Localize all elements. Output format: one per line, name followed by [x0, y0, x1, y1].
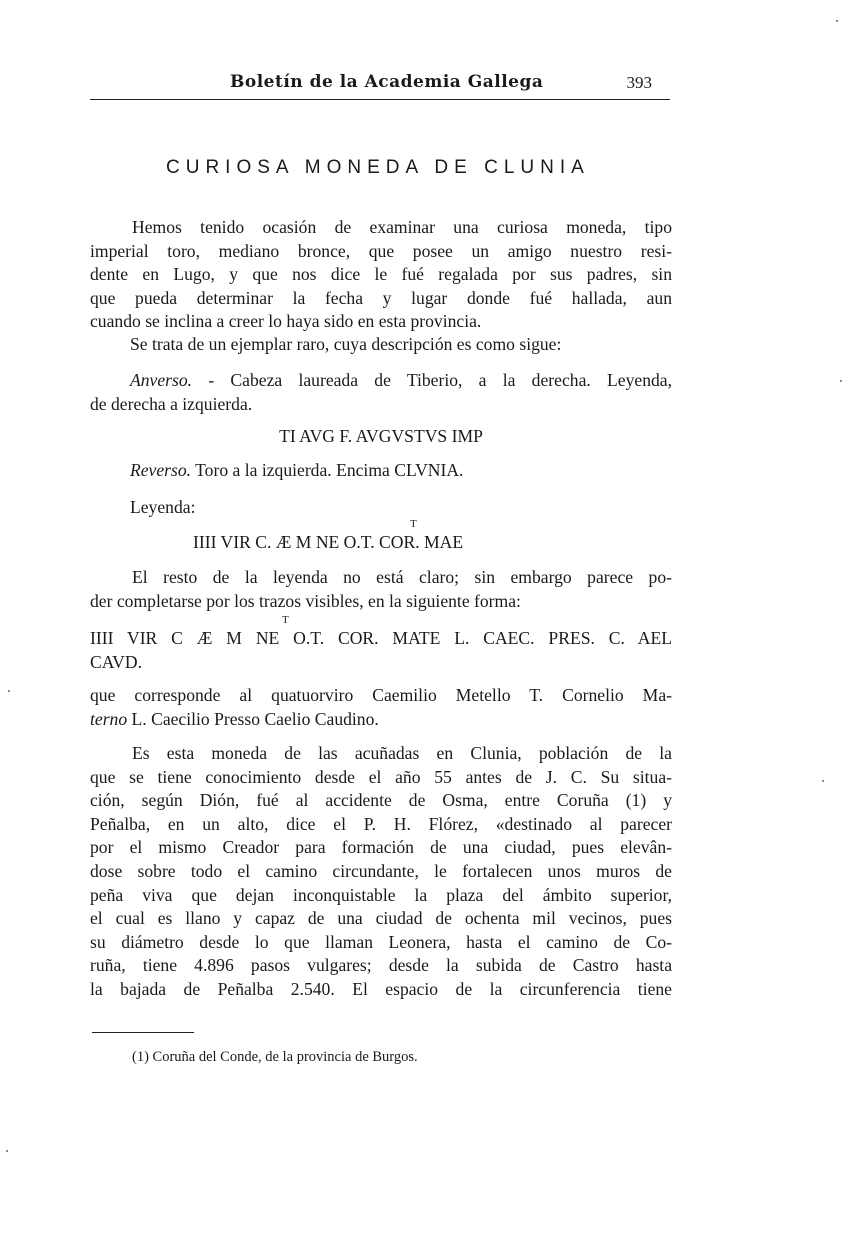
scan-speck: [836, 20, 838, 22]
text-line: que pueda determinar la fecha y lugar donde fué hallada, aun: [90, 287, 672, 308]
text-line: ción, según Dión, fué al accidente de Osma, entre Coruña (1) y: [90, 790, 672, 811]
text-line: que corresponde al quatuorviro Caemilio Metello T. Cornelio Ma-: [90, 685, 672, 705]
reverso-label: Reverso.: [130, 460, 192, 480]
scan-speck: [822, 780, 824, 782]
text-line: Es esta moneda de las acuñadas en Clunia, población de la: [132, 743, 672, 763]
reverso-text: Toro a la izquierda. Encima CLVNIA.: [191, 460, 464, 480]
paragraph-reverso: [130, 460, 463, 481]
text-line: [90, 369, 672, 393]
text-line: CAVD.: [90, 651, 142, 672]
legend-full: [90, 627, 672, 674]
text-line: IIII VIR C Æ M NE O.T. COR. MATE L. CAEC. PRES. C. AEL: [90, 628, 672, 648]
paragraph-clunia: [90, 742, 672, 1002]
scan-speck: [6, 1150, 8, 1152]
scan-speck: [8, 690, 10, 692]
paragraph-completion: [90, 566, 672, 613]
text-line: imperial toro, mediano bronce, que posee un amigo nuestro resi-: [90, 240, 672, 261]
text-line: dose sobre todo el camino circundante, le fortalecen unos muros de: [90, 860, 672, 881]
text-line: Hemos tenido ocasión de examinar una curiosa moneda, tipo: [132, 217, 672, 237]
legend-superscript-t: T: [282, 614, 289, 626]
scan-speck: [840, 380, 842, 382]
journal-title: Boletín de la Academia Gallega: [230, 72, 544, 92]
header-rule: [90, 99, 670, 100]
text-line: [90, 708, 672, 732]
text-run: L. Caecilio Presso Caelio Caudino.: [127, 708, 379, 729]
text-line: ruña, tiene 4.896 pasos vulgares; desde la subida de Castro hasta: [90, 955, 672, 976]
running-header: [90, 70, 670, 100]
text-line: la bajada de Peñalba 2.540. El espacio de la circunferencia tiene: [90, 978, 672, 999]
text-line: Peñalba, en un alto, dice el P. H. Flórez, «destinado al parecer: [90, 813, 672, 834]
text-line: der completarse por los trazos visibles, en la siguiente forma:: [90, 590, 521, 611]
text-line: por el mismo Creador para formación de una ciudad, pues elevân-: [90, 837, 672, 858]
footnote-rule: [92, 1032, 194, 1033]
footnote: (1) Coruña del Conde, de la provincia de Burgos.: [132, 1049, 418, 1065]
paragraph-intro: [90, 216, 672, 334]
page-number: 393: [626, 73, 652, 92]
text-line: cuando se inclina a creer lo haya sido en esta provincia.: [90, 311, 482, 332]
text-line: su diámetro desde lo que llaman Leonera, hasta el camino de Co-: [90, 931, 672, 952]
paragraph-description: Se trata de un ejemplar raro, cuya descripción es como sigue:: [130, 334, 562, 354]
text-line: de derecha a izquierda.: [90, 393, 253, 414]
legend-obverse: TI AVG F. AVGVSTVS IMP: [279, 426, 483, 446]
legend-reverse: IIII VIR C. Æ M NE O.T. COR. MAE: [193, 532, 464, 552]
anverso-text: - Cabeza laureada de Tiberio, a la derecha. Leyenda,: [192, 370, 672, 390]
text-line: dente en Lugo, y que nos dice le fué regalada por sus padres, sin: [90, 264, 672, 285]
anverso-label: Anverso.: [130, 370, 193, 390]
text-line: El resto de la leyenda no está claro; sin embargo parece po-: [132, 567, 672, 587]
text-line: peña viva que dejan inconquistable la plaza del ámbito superior,: [90, 884, 672, 905]
text-line: que se tiene conocimiento desde el año 55 antes de J. C. Su situa-: [90, 766, 672, 787]
italic-word: terno: [90, 708, 128, 729]
leyenda-label: Leyenda:: [130, 497, 196, 517]
article-title: CURIOSA MONEDA DE CLUNIA: [166, 157, 590, 178]
text-line: el cual es llano y capaz de una ciudad de ochenta mil vecinos, pues: [90, 908, 672, 929]
legend-superscript-t: T: [410, 518, 417, 530]
paragraph-interpretation: [90, 684, 672, 731]
paragraph-anverso: [90, 369, 672, 416]
